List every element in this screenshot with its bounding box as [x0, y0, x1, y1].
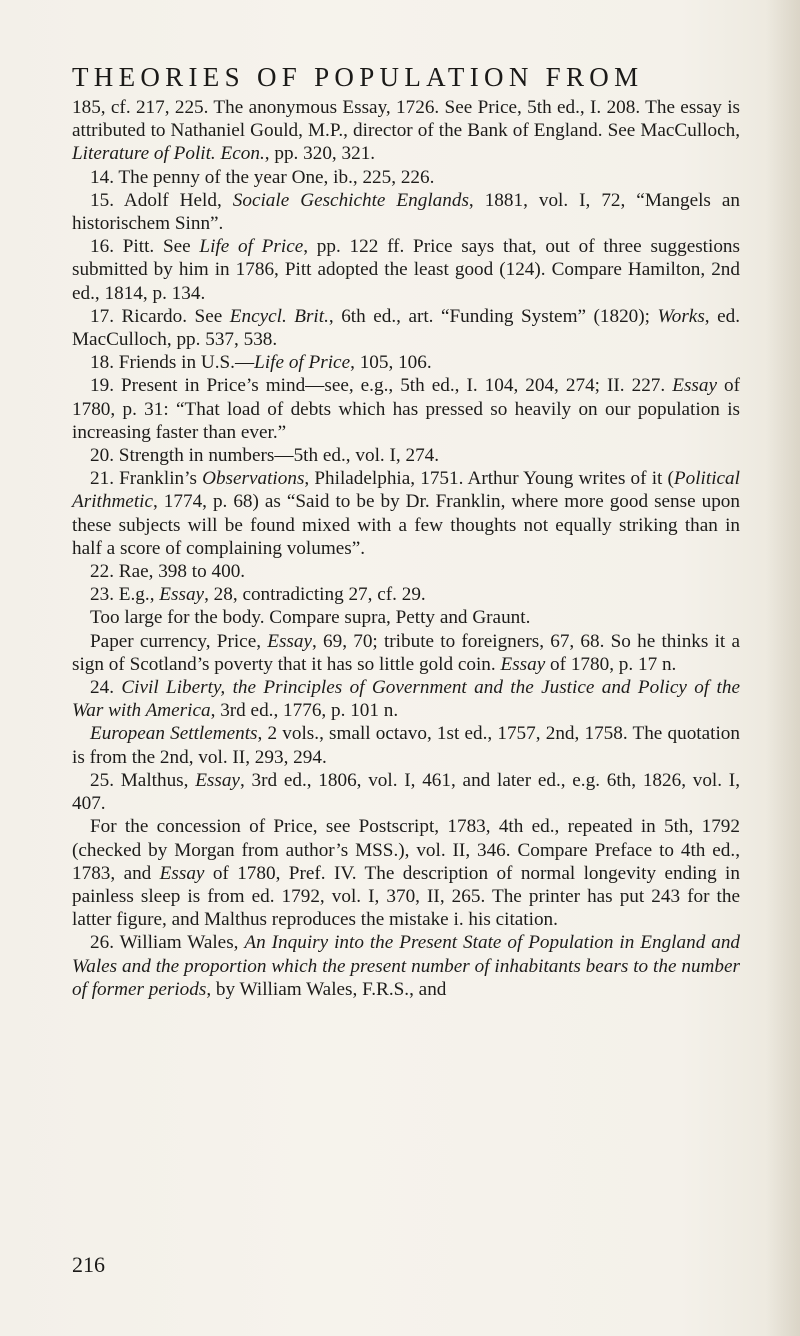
note-paragraph: 25. Malthus, Essay, 3rd ed., 1806, vol. I, 461, and later ed., e.g. 6th, 1826, vol. I, 407.: [72, 769, 740, 815]
note-paragraph: 23. E.g., Essay, 28, contradicting 27, cf. 29.: [90, 584, 426, 606]
note-paragraph: 26. William Wales, An Inquiry into the Present State of Population in England and Wales and the proportion which the present number of inhabitants bears to the number of former periods, by William Wales, F.R.S., and: [72, 932, 741, 1000]
note-paragraph: Too large for the body. Compare supra, Petty and Graunt.: [90, 607, 531, 629]
page-number: 216: [72, 1252, 105, 1277]
note-paragraph: 20. Strength in numbers—5th ed., vol. I, 274.: [90, 445, 440, 467]
note-paragraph: European Settlements, 2 vols., small octavo, 1st ed., 1757, 2nd, 1758. The quotation is from the 2nd, vol. II, 293, 294.: [72, 723, 740, 768]
note-paragraph: 18. Friends in U.S.—Life of Price, 105, 106.: [90, 352, 432, 374]
notes-text: [72, 96, 740, 1001]
note-paragraph: For the concession of Price, see Postscript, 1783, 4th ed., repeated in 5th, 1792 (checked by Morgan from author’s MSS.), vol. II, 346. Compare Preface to 4th ed., 1783, and Essay of 1780, Pref. IV. The description of normal longevity ending in painless sleep is from ed. 1792, vol. I, 370, II, 265. The printer has put 243 for the latter figure, and Malthus reproduces the mistake i. his citation.: [72, 816, 740, 931]
running-head: THEORIES OF POPULATION FROM: [72, 62, 644, 92]
note-paragraph: 185, cf. 217, 225. The anonymous Essay, 1726. See Price, 5th ed., I. 208. The essay is attributed to Nathaniel Gould, M.P., director of the Bank of England. See MacCulloch, Literature of Polit. Econ., pp. 320, 321.: [72, 97, 740, 165]
note-paragraph: Paper currency, Price, Essay, 69, 70; tribute to foreigners, 67, 68. So he thinks it a sign of Scotland’s poverty that it has so little gold coin. Essay of 1780, p. 17 n.: [72, 630, 740, 675]
note-paragraph: 15. Adolf Held, Sociale Geschichte Englands, 1881, vol. I, 72, “Mangels an historischem Sinn”.: [72, 189, 740, 235]
note-paragraph: 22. Rae, 398 to 400.: [90, 561, 246, 583]
note-paragraph: 24. Civil Liberty, the Principles of Government and the Justice and Policy of the War with America, 3rd ed., 1776, p. 101 n.: [72, 677, 740, 722]
note-paragraph: 19. Present in Price’s mind—see, e.g., 5th ed., I. 104, 204, 274; II. 227. Essay of 1780, p. 31: “That load of debts which has pressed so heavily on our population is increasing faster than ever.”: [72, 375, 741, 443]
note-paragraph: 16. Pitt. See Life of Price, pp. 122 ff. Price says that, out of three suggestions submitted by him in 1786, Pitt adopted the least good (124). Compare Hamilton, 2nd ed., 1814, p. 134.: [72, 236, 740, 304]
note-paragraph: 21. Franklin’s Observations, Philadelphia, 1751. Arthur Young writes of it (Political Arithmetic, 1774, p. 68) as “Said to be by Dr. Franklin, where more good sense upon these subjects will be found mixed with a few thoughts not equally striking than in half a score of complaining volumes”.: [72, 468, 740, 559]
page-edge-shadow: [766, 0, 800, 1336]
note-paragraph: 17. Ricardo. See Encycl. Brit., 6th ed., art. “Funding System” (1820); Works, ed. MacCulloch, pp. 537, 538.: [72, 305, 740, 351]
note-paragraph: 14. The penny of the year One, ib., 225, 226.: [90, 166, 435, 188]
